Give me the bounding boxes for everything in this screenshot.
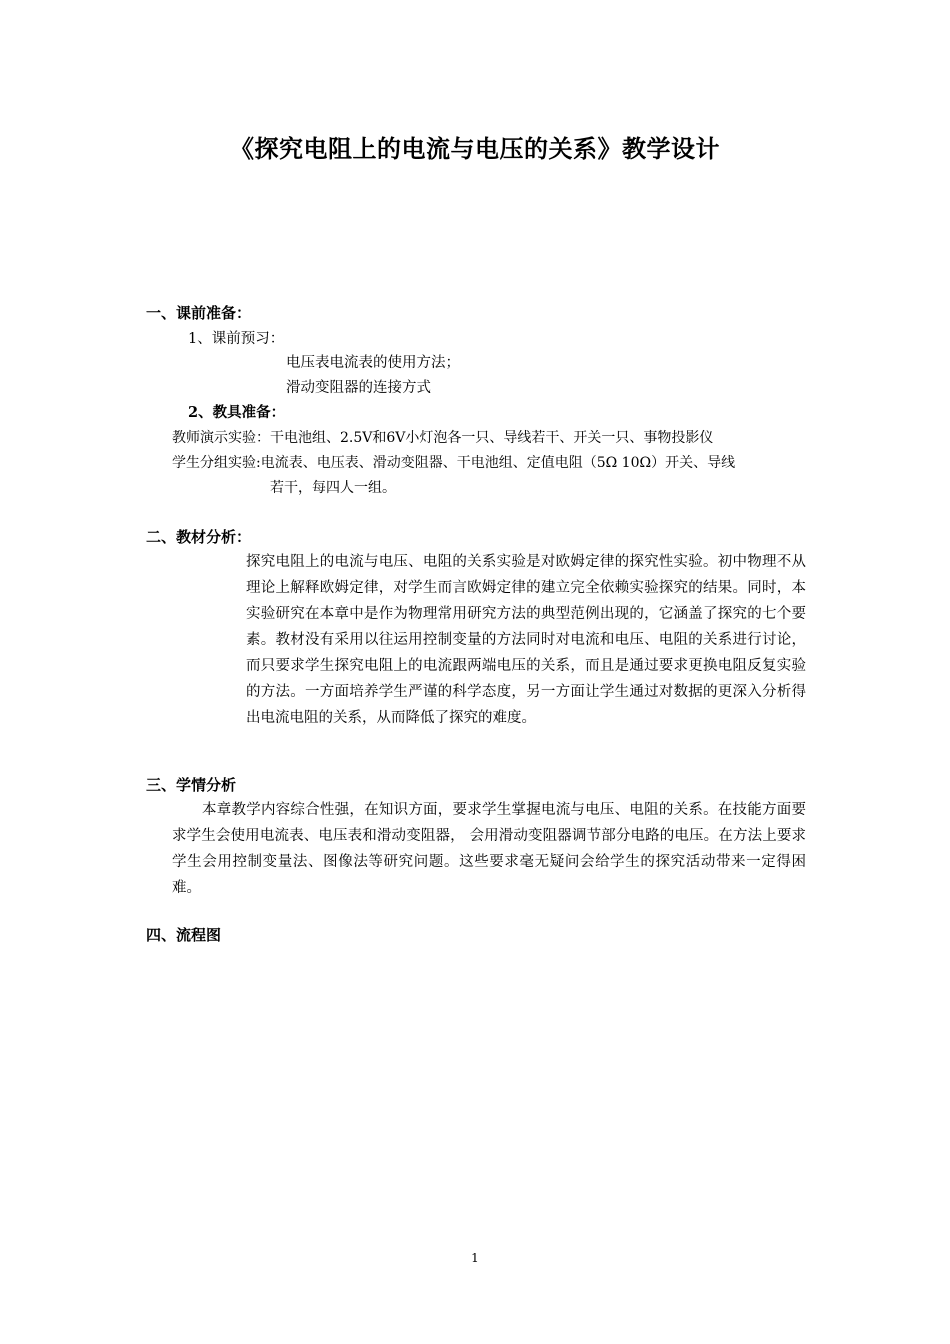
- textbook-analysis-paragraph: 探究电阻上的电流与电压、电阻的关系实验是对欧姆定律的探究性实验。初中物理不从理论上解释欧姆定律，对学生而言欧姆定律的建立完全依赖实验探究的结果。同时，本实验研究在本章中是作为物理常用研究方法的典型范例出现的，它涵盖了探究的七个要素。教材没有采用以往运用控制变量的方法同时对电流和电压、电阻的关系进行讨论，而只要求学生探究电阻上的电流跟两端电压的关系，而且是通过要求更换电阻反复实验的方法。一方面培养学生严谨的科学态度，另一方面让学生通过对数据的更深入分析得出电流电阻的关系，从而降低了探究的难度。: [246, 554, 806, 726]
- page-title: 《探究电阻上的电流与电压的关系》教学设计: [230, 134, 720, 163]
- section-heading-student-analysis: 三、学情分析: [146, 776, 237, 794]
- student-group-equipment: 学生分组实验:电流表、电压表、滑动变阻器、干电池组、定值电阻（5Ω 10Ω）开关、导线: [172, 455, 736, 471]
- student-analysis-paragraph: 本章教学内容综合性强，在知识方面，要求学生掌握电流与电压、电阻的关系。在技能方面要求学生会使用电流表、电压表和滑动变阻器， 会用滑动变阻器调节部分电路的电压。在方法上要求学生会用控制变量法、图像法等研究问题。这些要求毫无疑问会给学生的探究活动带来一定得困难。: [172, 802, 806, 896]
- subsection-heading-preview: 1、课前预习：: [188, 331, 285, 347]
- preview-item-rheostat: 滑动变阻器的连接方式: [286, 380, 431, 396]
- teacher-demo-equipment: 教师演示实验：干电池组、2.5V和6V小灯泡各一只、导线若干、开关一只、事物投影仪: [172, 430, 714, 446]
- student-group-equipment-continued: 若干，每四人一组。: [270, 480, 396, 496]
- preview-item-meters: 电压表电流表的使用方法；: [286, 355, 460, 371]
- section-heading-flowchart: 四、流程图: [146, 926, 222, 944]
- section-heading-textbook-analysis: 二、教材分析：: [146, 528, 252, 546]
- subsection-heading-equipment: 2、教具准备：: [188, 404, 286, 421]
- section-heading-preparation: 一、课前准备：: [146, 304, 252, 322]
- page-number: 1: [471, 1251, 479, 1265]
